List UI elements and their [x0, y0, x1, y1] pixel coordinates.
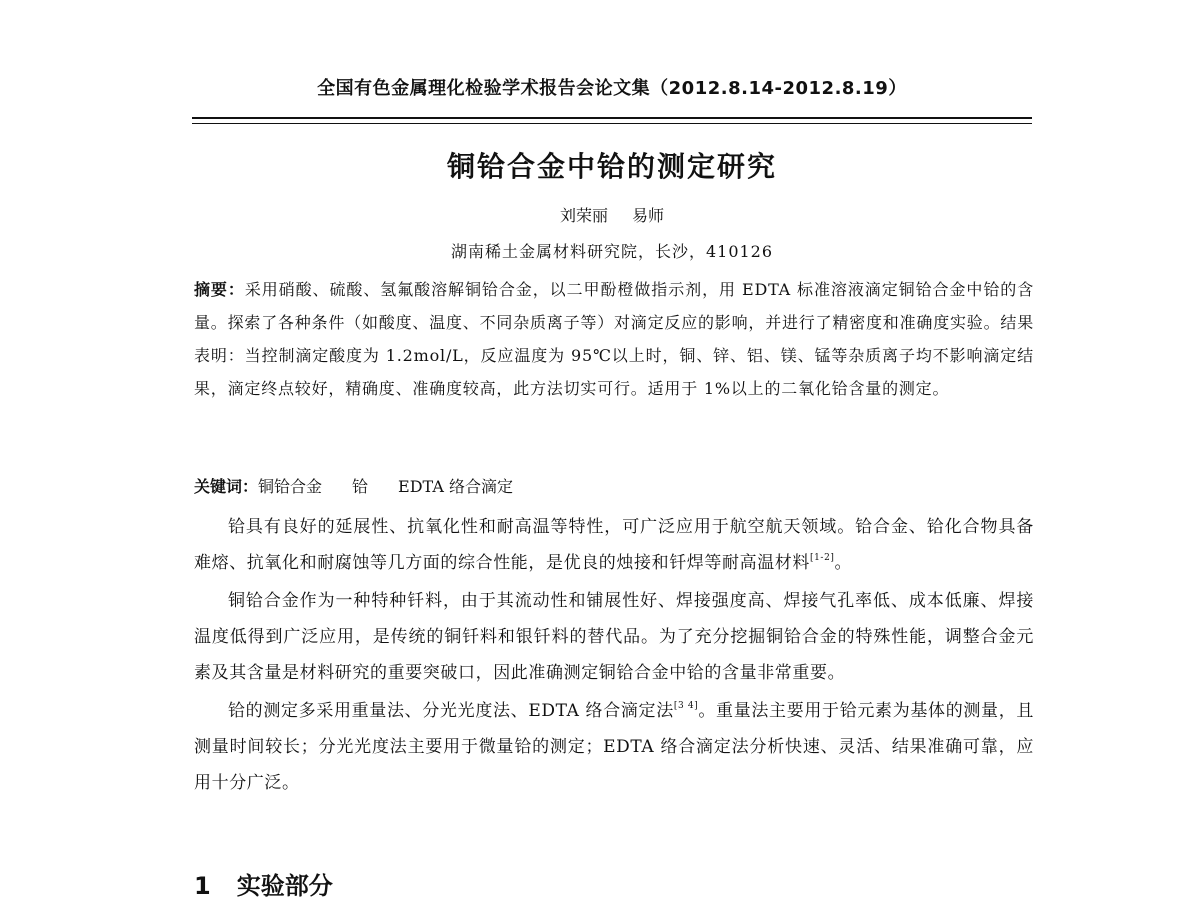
paragraph — [194, 509, 1034, 581]
paragraph-text: 。重量法主要用于铪元素为基体的测量，且测量时间较长；分光光度法主要用于微量铪的测定；EDTA 络合滴定法分析快速、灵活、结果准确可靠，应用十分广泛。 — [194, 701, 1034, 793]
paper-title: 铜铪合金中铪的测定研究 — [446, 150, 777, 183]
body-text — [194, 509, 1034, 801]
citation: [1-2] — [810, 553, 835, 563]
affiliation: 湖南稀土金属材料研究院，长沙，410126 — [450, 242, 774, 261]
paragraph-text: 。 — [834, 553, 853, 573]
section-heading — [194, 866, 333, 901]
journal-header: 全国有色金属理化检验学术报告会论文集（2012.8.14-2012.8.19） — [317, 78, 907, 99]
header-rule-thick — [192, 117, 1032, 119]
keywords-label: 关键词： — [194, 477, 259, 496]
abstract — [194, 273, 1034, 405]
paragraph — [194, 693, 1034, 801]
author: 易师 — [632, 206, 665, 225]
header-rule-thin — [192, 123, 1032, 124]
paragraph-text: 铜铪合金作为一种特种钎料，由于其流动性和铺展性好、焊接强度高、焊接气孔率低、成本低廉、焊接温度低得到广泛应用，是传统的铜钎料和银钎料的替代品。为了充分挖掘铜铪合金的特殊性能，调整合金元素及其含量是材料研究的重要突破口，因此准确测定铜铪合金中铪的含量非常重要。 — [194, 591, 1034, 683]
keyword: 铜铪合金 — [258, 477, 323, 496]
abstract-text: 采用硝酸、硫酸、氢氟酸溶解铜铪合金，以二甲酚橙做指示剂，用 EDTA 标准溶液滴定铜铪合金中铪的含量。探索了各种条件（如酸度、温度、不同杂质离子等）对滴定反应的影响，并进行了精密度和准确度实验。结果表明：当控制滴定酸度为 1.2mol/L，反应温度为 95℃以上时，铜、锌、铝、镁、锰等杂质离子均不影响滴定结果，滴定终点较好，精确度、准确度较高，此方法切实可行。适用于 1%以上的二氧化铪含量的测定。 — [194, 280, 1035, 398]
paragraph-text: 铪的测定多采用重量法、分光光度法、EDTA 络合滴定法 — [228, 701, 674, 721]
section-title: 实验部分 — [236, 872, 333, 900]
keywords — [194, 473, 1034, 501]
authors — [192, 203, 1032, 226]
abstract-label: 摘要： — [194, 280, 245, 299]
paragraph-text: 铪具有良好的延展性、抗氧化性和耐高温等特性，可广泛应用于航空航天领域。铪合金、铪化合物具备难熔、抗氧化和耐腐蚀等几方面的综合性能，是优良的烛接和钎焊等耐高温材料 — [194, 517, 1034, 573]
keyword: 铪 — [352, 477, 369, 496]
paragraph — [194, 583, 1034, 691]
citation: [3 4] — [673, 701, 699, 711]
section-number: 1 — [194, 872, 211, 900]
author: 刘荣丽 — [559, 206, 608, 225]
keyword: EDTA 络合滴定 — [398, 477, 513, 496]
